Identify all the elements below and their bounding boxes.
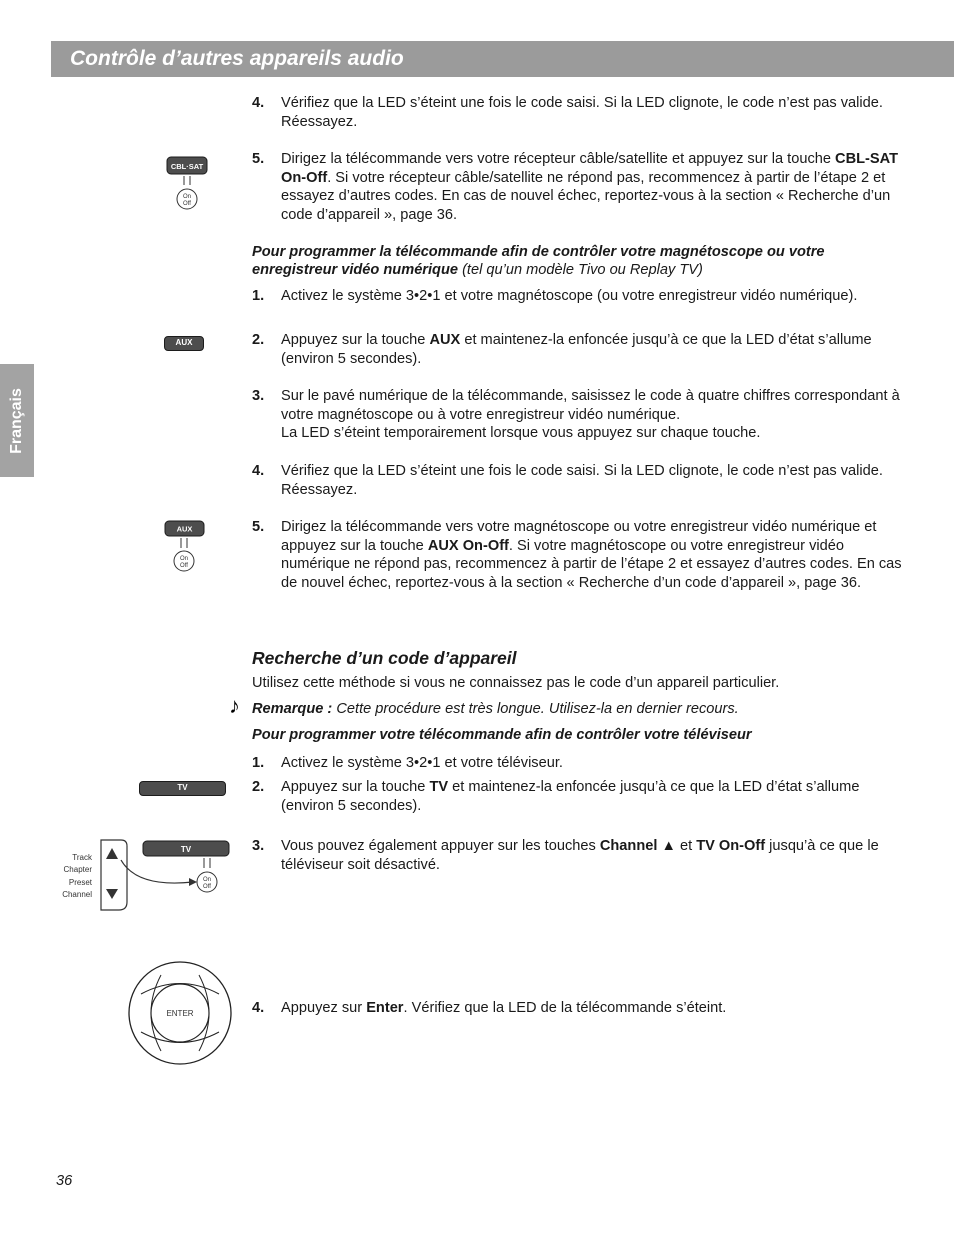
step-number: 5. — [252, 519, 265, 535]
vcr-step-3 — [252, 387, 902, 443]
search-section-title: Recherche d’un code d’appareil — [252, 648, 517, 668]
tv-step-3 — [252, 837, 902, 874]
step-number: 4. — [252, 1000, 265, 1016]
vcr-heading-bold: Pour programmer la télécommande afin de contrôler votre magnétoscope ou votre enregistreur vidéo numérique — [252, 244, 825, 278]
cbl-sat-label: CBL·SAT — [170, 162, 204, 171]
channel-label-track: Track — [72, 853, 92, 862]
vcr-programming-heading — [252, 244, 912, 279]
step-text: Dirigez la télécommande vers votre magnétoscope ou votre enregistreur vidéo numérique et appuyez sur la touche AUX On-Off. Si votre magnétoscope ou votre enregistreur vidéo numérique ne répond pas, recommencez à partir de l’étape 2 et essayez d’autres codes. En cas de nouvel échec, reportez-vous à la section « Recherche d’un code d’appareil », page 36. — [281, 519, 902, 592]
aux-on-off-illustration — [164, 520, 208, 576]
aux-label: AUX — [175, 338, 193, 347]
page-number: 36 — [56, 1173, 73, 1189]
tv-step-1 — [252, 754, 902, 773]
step-number: 4. — [252, 95, 265, 111]
channel-label-channel: Channel — [62, 890, 92, 899]
step-number: 3. — [252, 838, 265, 854]
step-text: Dirigez la télécommande vers votre récepteur câble/satellite et appuyez sur la touche CBL-SAT On-Off. Si votre récepteur câble/satellite ne répond pas, recommencez à partir de l’étape 2 et essayez d’autres codes. En cas de nouvel échec, reportez-vous à la section « Recherche d’un code d’appareil », page 36. — [281, 151, 899, 224]
tv-button-illustration — [139, 781, 226, 796]
tv-label-2: TV — [180, 845, 192, 854]
aux-button-illustration — [164, 336, 204, 351]
step-text: Appuyez sur Enter. Vérifiez que la LED de la télécommande s’éteint. — [281, 1000, 727, 1016]
vcr-step-1 — [252, 287, 902, 306]
step-number: 4. — [252, 463, 265, 479]
tv-heading-text: Pour programmer votre télécommande afin de contrôler votre téléviseur — [252, 727, 752, 743]
vcr-heading-note: (tel qu’un modèle Tivo ou Replay TV) — [462, 261, 703, 278]
step-text: Vérifiez que la LED s’éteint une fois le code saisi. Si la LED clignote, le code n’est pas valide. Réessayez. — [281, 95, 883, 130]
step-number: 3. — [252, 388, 265, 404]
step-number: 5. — [252, 151, 265, 167]
language-tab — [0, 364, 34, 477]
on-label: On — [182, 194, 192, 200]
step-number: 1. — [252, 288, 265, 304]
cbl-sat-on-off-illustration — [166, 156, 210, 214]
off-label: Off — [180, 563, 188, 569]
vcr-step-4 — [252, 462, 902, 499]
tv-step-2 — [252, 778, 902, 815]
vcr-step-5 — [252, 518, 902, 593]
enter-button-illustration — [127, 961, 233, 1067]
channel-label-preset: Preset — [68, 878, 92, 887]
step-text: Activez le système 3•2•1 et votre téléviseur. — [281, 755, 563, 771]
cbl-step-5 — [252, 150, 902, 225]
on-label: On — [179, 556, 189, 562]
on-label: On — [202, 877, 212, 883]
note-paragraph — [252, 700, 912, 718]
vcr-step-2 — [252, 331, 902, 368]
search-intro: Utilisez cette méthode si vous ne connaissez pas le code d’un appareil particulier. — [252, 675, 780, 691]
enter-label: ENTER — [166, 1009, 194, 1018]
cbl-step-4 — [252, 94, 902, 131]
music-note-icon: ♪ — [229, 693, 240, 718]
step-text: Appuyez sur la touche AUX et maintenez-la enfoncée jusqu’à ce que la LED d’état s’allume (environ 5 secondes). — [281, 332, 872, 367]
step-number: 2. — [252, 332, 265, 348]
tv-label: TV — [177, 783, 188, 792]
step-number: 1. — [252, 755, 265, 771]
off-label: Off — [183, 201, 191, 207]
page-title: Contrôle d’autres appareils audio — [70, 47, 404, 70]
tv-step-4 — [252, 999, 902, 1018]
section-header — [51, 41, 954, 77]
step-text: Appuyez sur la touche TV et maintenez-la enfoncée jusqu’à ce que la LED d’état s’allume (environ 5 secondes). — [281, 779, 860, 814]
step-text: Sur le pavé numérique de la télécommande, saisissez le code à quatre chiffres correspondant à votre magnétoscope ou à votre enregistreur vidéo numérique. La LED s’éteint temporairement lorsque vous appuyez sur chaque touche. — [281, 388, 900, 442]
tv-programming-heading — [252, 727, 912, 745]
note-label: Remarque : — [252, 701, 333, 717]
step-text: Vous pouvez également appuyer sur les touches Channel ▲ et TV On-Off jusqu’à ce que le téléviseur soit désactivé. — [281, 838, 879, 873]
step-text: Vérifiez que la LED s’éteint une fois le code saisi. Si la LED clignote, le code n’est pas valide. Réessayez. — [281, 463, 883, 498]
aux-label-2: AUX — [176, 524, 193, 534]
step-number: 2. — [252, 779, 265, 795]
off-label: Off — [203, 884, 211, 890]
step-text: Activez le système 3•2•1 et votre magnétoscope (ou votre enregistreur vidéo numérique). — [281, 288, 858, 304]
channel-tv-on-off-illustration — [55, 836, 235, 916]
channel-label-chapter: Chapter — [63, 865, 92, 874]
note-text: Cette procédure est très longue. Utilisez-la en dernier recours. — [336, 701, 739, 717]
language-tab-label: Français — [8, 387, 25, 454]
